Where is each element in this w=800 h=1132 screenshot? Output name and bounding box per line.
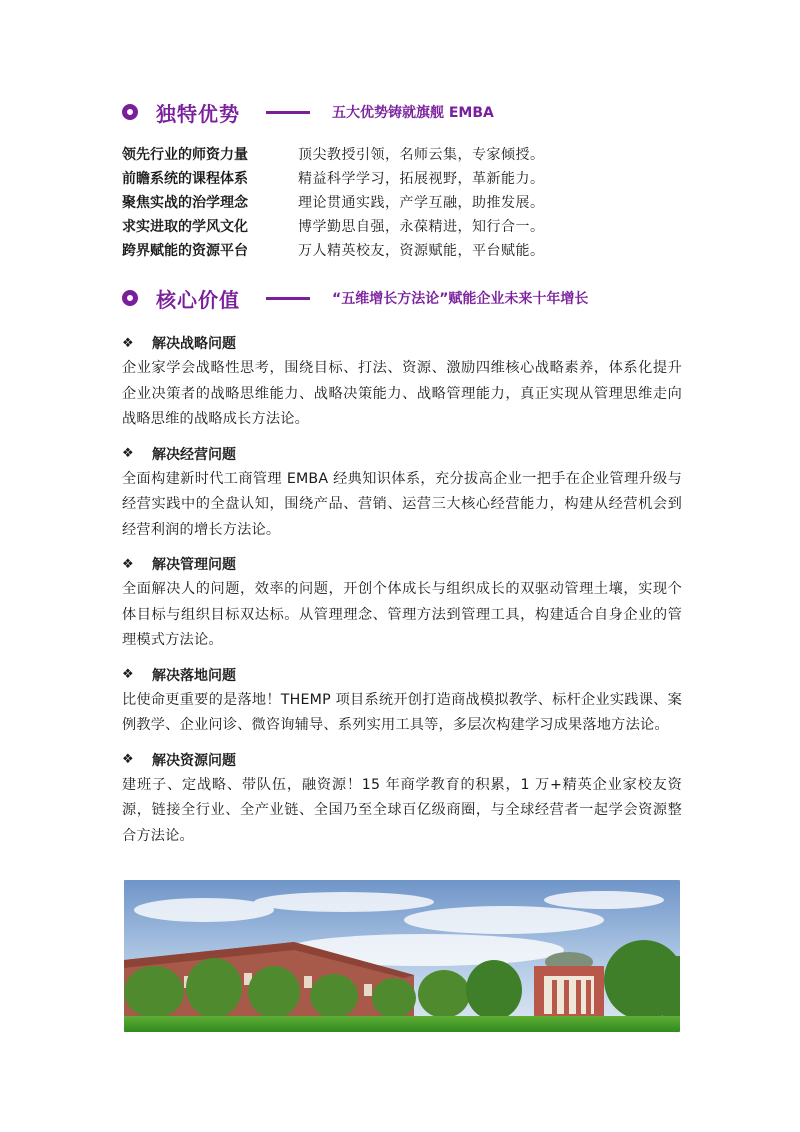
advantage-label: 求实进取的学风文化 — [122, 219, 248, 235]
advantage-label: 前瞻系统的课程体系 — [122, 171, 248, 187]
core-value-subtitle: “五维增长方法论”赋能企业未来十年增长 — [332, 291, 589, 307]
advantage-row — [122, 190, 682, 214]
advantage-desc: 顶尖教授引领，名师云集，专家倾授。 — [298, 147, 545, 163]
value-heading: 解决落地问题 — [152, 667, 236, 684]
advantage-desc: 博学勤思自强，永葆精进，知行合一。 — [298, 219, 545, 235]
advantage-desc: 万人精英校友，资源赋能，平台赋能。 — [298, 243, 545, 259]
advantage-label: 跨界赋能的资源平台 — [122, 243, 248, 259]
value-item — [122, 662, 682, 739]
value-body: 建班子、定战略、带队伍，融资源！15 年商学教育的积累，1 万+精英企业家校友资源，链接全行业、全产业链、全国乃至全球百亿级商圈，与全球经营者一起学会资源整合方法论。 — [122, 776, 682, 844]
diamond-bullet-icon: ❖ — [122, 667, 134, 682]
core-value-header — [122, 282, 588, 314]
value-item — [122, 441, 682, 544]
advantage-label: 领先行业的师资力量 — [122, 147, 248, 163]
header-dash — [266, 111, 310, 114]
advantage-label: 聚焦实战的治学理念 — [122, 195, 248, 211]
campus-illustration — [124, 880, 680, 1032]
header-dash — [266, 297, 310, 300]
lawn — [124, 1016, 680, 1032]
value-item — [122, 551, 682, 654]
value-heading: 解决经营问题 — [152, 446, 236, 463]
value-heading-row — [122, 330, 682, 356]
value-heading-row — [122, 662, 682, 688]
circle-bullet-icon — [122, 104, 138, 120]
advantages-title: 独特优势 — [156, 101, 240, 126]
value-body: 企业家学会战略性思考，围绕目标、打法、资源、激励四维核心战略素养，体系化提升企业决策者的战略思维能力、战略决策能力、战略管理能力，真正实现从管理思维走向战略思维的战略成长方法论。 — [122, 360, 682, 427]
value-heading: 解决管理问题 — [152, 557, 236, 573]
advantage-row — [122, 214, 682, 238]
value-heading-row — [122, 747, 682, 773]
circle-bullet-icon — [122, 290, 138, 306]
diamond-bullet-icon: ❖ — [122, 446, 134, 461]
advantage-row — [122, 166, 682, 190]
core-value-title: 核心价值 — [156, 287, 240, 312]
value-item — [122, 747, 682, 850]
advantage-desc: 理论贯通实践，产学互融，助推发展。 — [298, 195, 545, 211]
advantages-list — [122, 142, 682, 262]
value-heading: 解决战略问题 — [152, 336, 236, 352]
campus-photo — [124, 880, 680, 1032]
advantage-desc: 精益科学学习，拓展视野，革新能力。 — [298, 171, 545, 187]
diamond-bullet-icon: ❖ — [122, 556, 134, 572]
value-body: 全面构建新时代工商管理 EMBA 经典知识体系，充分拔高企业一把手在企业管理升级与经营实践中的全盘认知，围绕产品、营销、运营三大核心经营能力，构建从经营机会到经营利润的增长方法论。 — [122, 470, 682, 538]
diamond-bullet-icon: ❖ — [122, 752, 134, 767]
value-heading-row — [122, 441, 682, 467]
core-value-list — [122, 330, 682, 857]
advantage-row — [122, 238, 682, 262]
advantage-row — [122, 142, 682, 166]
value-body: 比使命更重要的是落地！THEMP 项目系统开创打造商战模拟教学、标杆企业实践课、案例教学、企业问诊、微咨询辅导、系列实用工具等，多层次构建学习成果落地方法论。 — [122, 691, 682, 733]
diamond-bullet-icon: ❖ — [122, 335, 134, 351]
advantages-subtitle: 五大优势铸就旗舰 EMBA — [332, 105, 494, 121]
value-body: 全面解决人的问题，效率的问题，开创个体成长与组织成长的双驱动管理土壤，实现个体目标与组织目标双达标。从管理理念、管理方法到管理工具，构建适合自身企业的管理模式方法论。 — [122, 581, 682, 648]
value-item — [122, 330, 682, 433]
advantages-header — [122, 96, 494, 128]
value-heading-row — [122, 551, 682, 577]
value-heading: 解决资源问题 — [152, 752, 236, 769]
